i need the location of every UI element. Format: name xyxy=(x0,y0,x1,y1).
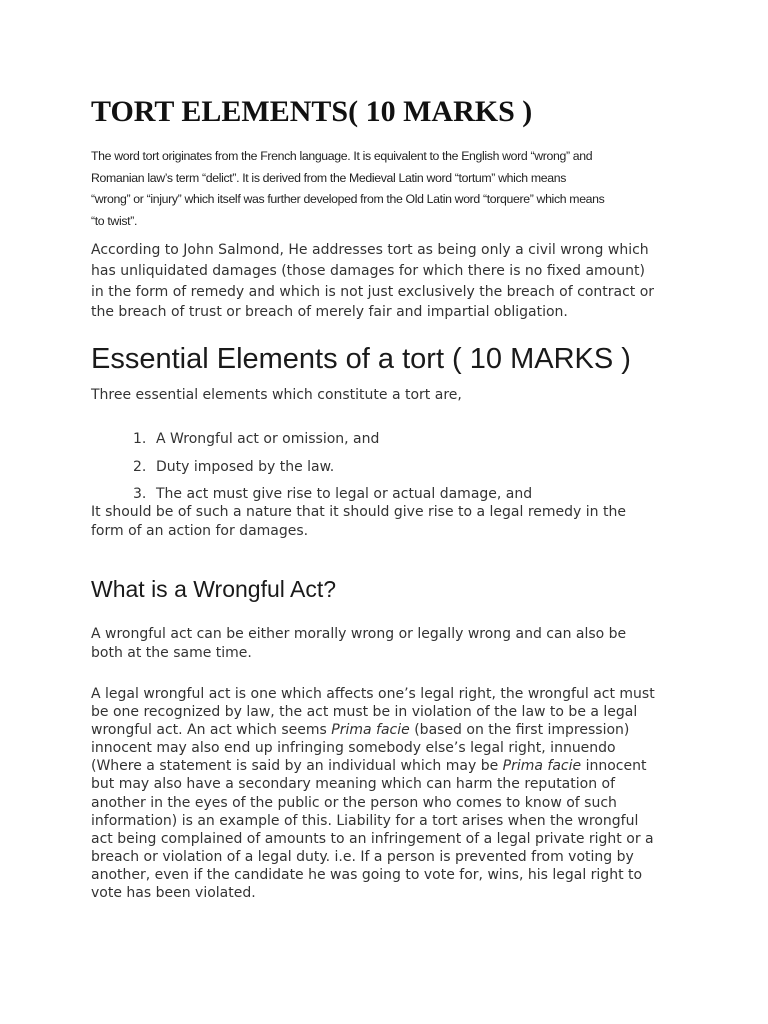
text-line: another, even if the candidate he was going to vote for, wins, his legal right to xyxy=(91,866,643,883)
text-run: innocent xyxy=(581,758,647,775)
text-line: another in the eyes of the public or the person who comes to know of such xyxy=(91,794,617,811)
text-line: It should be of such a nature that it should give rise to a legal remedy in the xyxy=(91,504,626,520)
text-line: in the form of remedy and which is not just exclusively the breach of contract or xyxy=(91,283,655,300)
text-line: “wrong” or “injury” which itself was further developed from the Old Latin word “torquere” which means xyxy=(91,192,605,206)
text-line: but may also have a secondary meaning which can harm the reputation of xyxy=(91,776,616,793)
essential-elements-heading: Essential Elements of a tort ( 10 MARKS ) xyxy=(91,343,631,375)
text-line: information) is an example of this. Liability for a tort arises when the wrongful xyxy=(91,812,639,829)
italic-term: Prima facie xyxy=(331,722,410,739)
etymology-paragraph xyxy=(91,146,666,232)
italic-term: Prima facie xyxy=(502,758,582,775)
text-line: “to twist”. xyxy=(91,213,138,228)
list-item-text: The act must give rise to legal or actual damage, and xyxy=(156,486,533,502)
text-run: wrongful act. An act which seems xyxy=(91,722,332,739)
text-line: form of an action for damages. xyxy=(91,523,309,539)
list-item xyxy=(91,430,532,458)
text-line: breach or violation of a legal duty. i.e. If a person is prevented from voting by xyxy=(91,848,634,865)
text-line: be one recognized by law, the act must be in violation of the law to be a legal xyxy=(91,704,638,721)
text-line: A legal wrongful act is one which affects one’s legal right, the wrongful act must xyxy=(91,686,655,702)
salmond-definition-paragraph xyxy=(91,240,686,323)
text-run: (based on the first impression) xyxy=(409,722,630,739)
text-line: Romanian law’s term “delict”. It is derived from the Medieval Latin word “tortum” which means xyxy=(91,170,566,185)
text-line: The word tort originates from the French language. It is equivalent to the English word “wrong” and xyxy=(91,149,593,163)
text-line: act being complained of amounts to an infringement of a legal private right or a xyxy=(91,830,654,847)
text-run: (Where a statement is said by an individual which may be xyxy=(91,758,503,775)
text-line: both at the same time. xyxy=(91,645,252,661)
list-number: 3. xyxy=(133,486,147,502)
list-number: 1. xyxy=(133,431,147,447)
legal-wrongful-act-paragraph xyxy=(91,685,689,902)
document-title: TORT ELEMENTS( 10 MARKS ) xyxy=(91,95,533,128)
text-line: vote has been violated. xyxy=(91,885,256,902)
text-line: According to John Salmond, He addresses tort as being only a civil wrong which xyxy=(91,242,649,258)
text-line xyxy=(91,721,689,739)
text-line xyxy=(91,757,689,775)
text-line: innocent may also end up infringing somebody else’s legal right, innuendo xyxy=(91,740,616,757)
list-number: 2. xyxy=(133,458,147,475)
list-item-text: Duty imposed by the law. xyxy=(156,458,335,475)
legal-remedy-paragraph xyxy=(91,503,686,541)
wrongful-act-heading: What is a Wrongful Act? xyxy=(91,576,337,602)
list-item-text: A Wrongful act or omission, and xyxy=(156,431,380,447)
elements-list xyxy=(91,430,532,513)
text-line: has unliquidated damages (those damages for which there is no fixed amount) xyxy=(91,262,645,279)
essential-elements-intro: Three essential elements which constitute a tort are, xyxy=(91,387,462,403)
wrongful-act-definition xyxy=(91,625,686,663)
list-item xyxy=(91,458,532,486)
text-line: A wrongful act can be either morally wrong or legally wrong and can also be xyxy=(91,626,627,642)
text-line: the breach of trust or breach of merely fair and impartial obligation. xyxy=(91,304,568,321)
